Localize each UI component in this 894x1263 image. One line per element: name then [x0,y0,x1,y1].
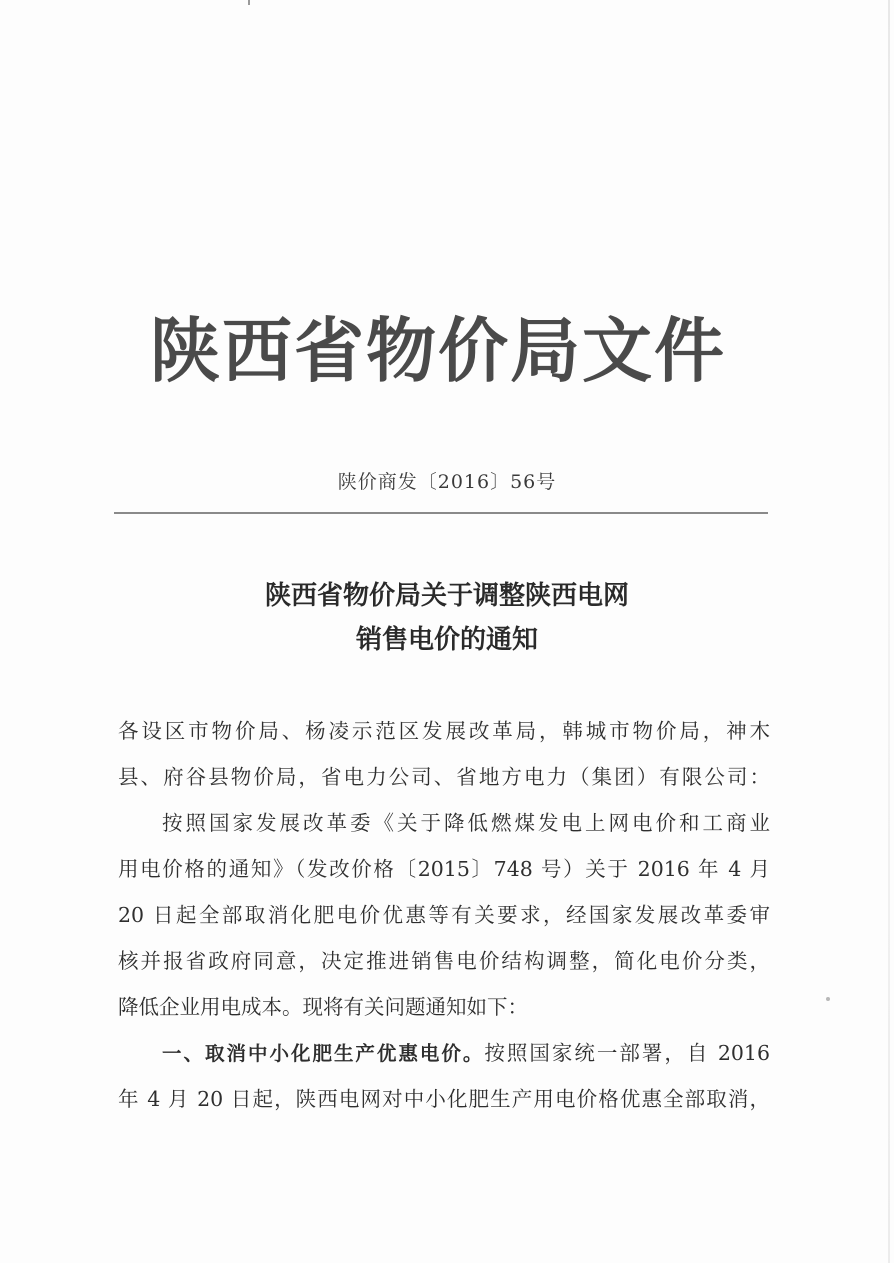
document-number: 陕价商发〔2016〕56号 [337,471,557,493]
paragraph-1-line-3: 20 日起全部取消化肥电价优惠等有关要求，经国家发展改革委审 [118,903,770,927]
section-1-line-2: 年 4 月 20 日起，陕西电网对中小化肥生产用电价格优惠全部取消， [118,1087,770,1111]
header-divider [114,512,768,514]
section-1-heading: 一、取消中小化肥生产优惠电价。 [162,1042,485,1065]
paragraph-1-line-5: 降低企业用电成本。现将有关问题通知如下： [118,995,528,1019]
notice-title-line-2: 销售电价的通知 [355,625,538,655]
paragraph-1-line-1: 按照国家发展改革委《关于降低燃煤发电上网电价和工商业 [162,811,770,835]
addressees-line-1: 各设区市物价局、杨凌示范区发展改革局，韩城市物价局，神木 [118,719,770,743]
paragraph-1-line-2: 用电价格的通知》（发改价格〔2015〕748 号）关于 2016 年 4 月 [118,857,770,881]
addressees-line-2: 县、府谷县物价局，省电力公司、省地方电力（集团）有限公司： [118,765,770,789]
notice-title [0,574,894,662]
scan-mark [248,0,250,5]
notice-body [118,708,770,1122]
agency-header-title: 陕西省物价局文件 [150,310,726,392]
notice-title-line-1: 陕西省物价局关于调整陕西电网 [264,581,629,611]
scan-speck [826,997,830,1001]
section-1-line-1 [118,1030,770,1076]
section-1-line-1-text: 按照国家统一部署，自 2016 [484,1041,770,1065]
paragraph-1-line-4: 核并报省政府同意，决定推进销售电价结构调整，简化电价分类， [118,949,770,973]
